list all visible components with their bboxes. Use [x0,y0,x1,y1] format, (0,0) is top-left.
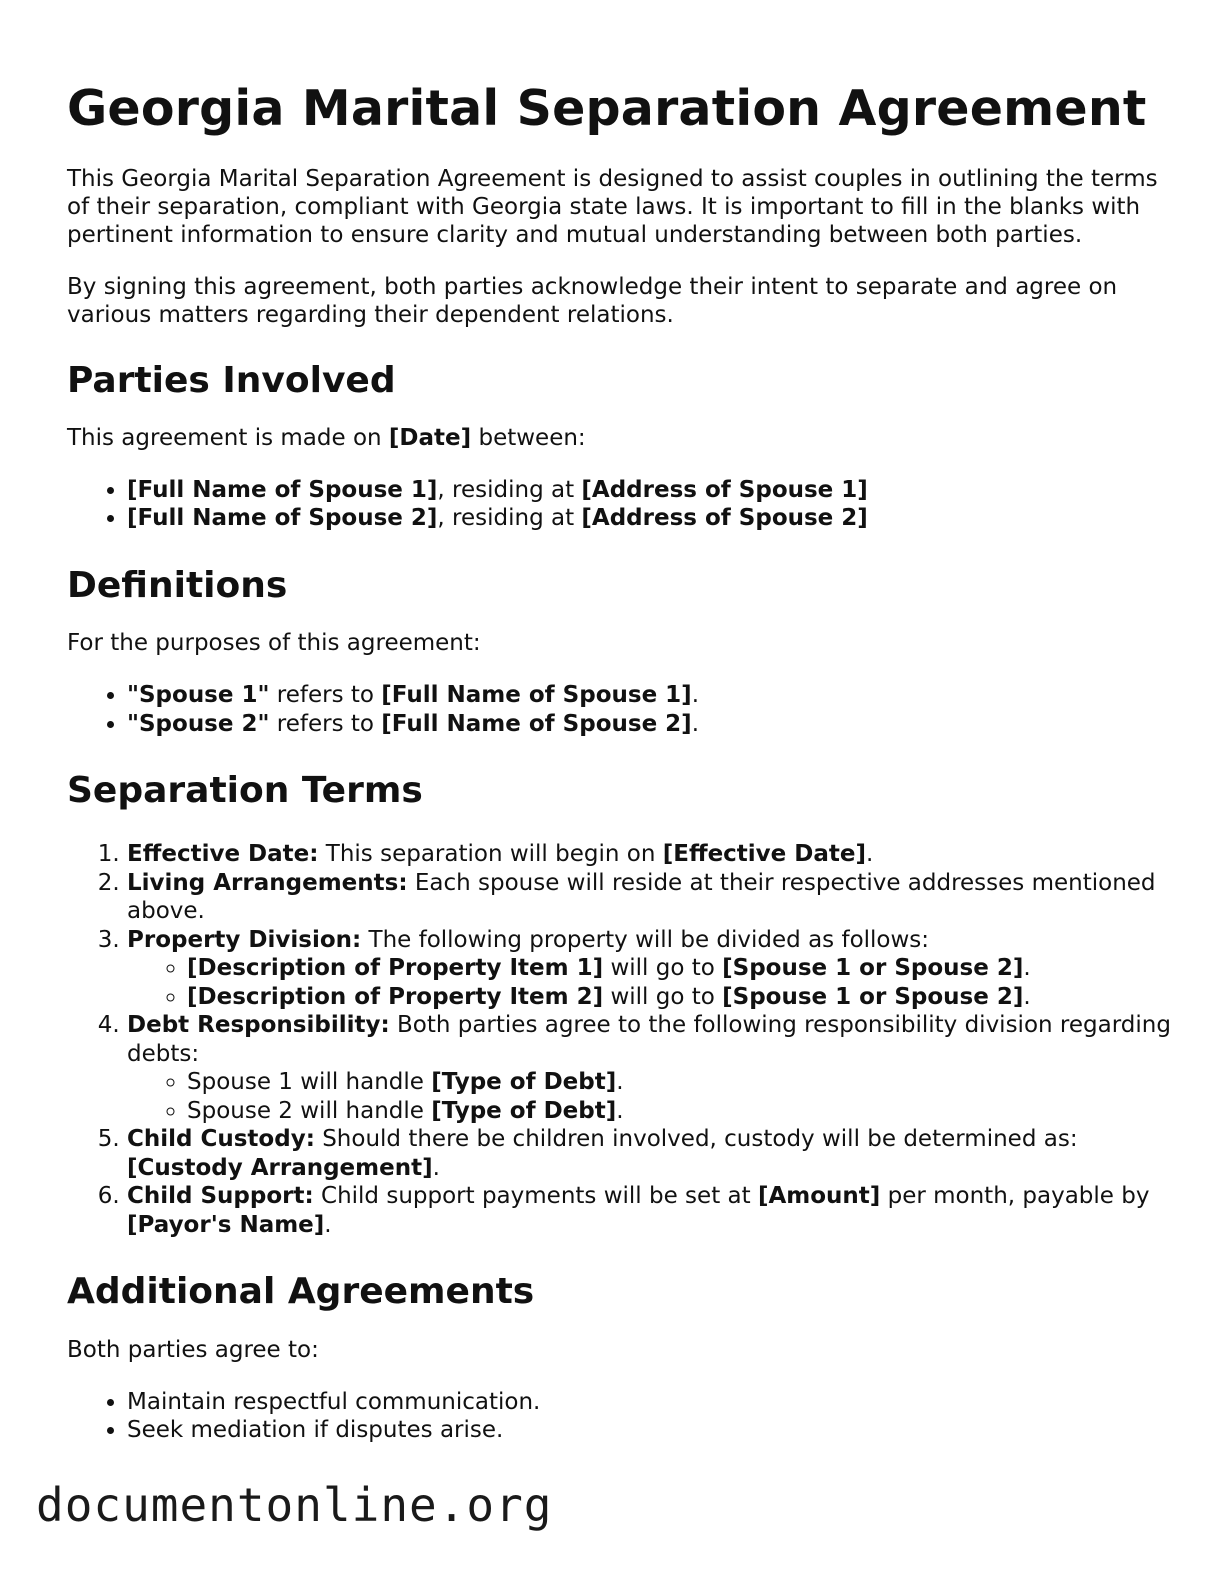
list-item: • "Spouse 2" refers to [Full Name of Spouse 2]. [127,710,1177,739]
parties-list [67,476,1177,533]
intro-paragraph: This Georgia Marital Separation Agreement is designed to assist couples in outlining the terms of their separation, compliant with Georgia state laws. It is important to fill in the blanks with pertinent information to ensure clarity and mutual understanding between both parties. [67,165,1158,248]
term-debt-responsibility: 4. Debt Responsibility: Both parties agree to the following responsibility division regarding debts: ◦ Spouse 1 will handle [Type of Debt]. ◦ Spouse 2 will handle [Type of Debt]. [127,1011,1177,1125]
list-item: ◦ [Description of Property Item 1] will go to [Spouse 1 or Spouse 2]. [187,954,1177,983]
section-heading-parties: Parties Involved [67,359,396,401]
additional-list [67,1388,1177,1445]
term-child-custody: 5. Child Custody: Should there be children involved, custody will be determined as: [Custody Arrangement]. [127,1125,1177,1182]
date-placeholder: [Date] [388,424,472,451]
list-item: • [Full Name of Spouse 1], residing at [Address of Spouse 1] [127,476,1177,505]
list-item: ◦ Spouse 2 will handle [Type of Debt]. [187,1097,1177,1126]
additional-lead: Both parties agree to: [67,1336,319,1363]
term-effective-date: 1. Effective Date: This separation will begin on [Effective Date]. [127,840,1177,869]
list-item: • "Spouse 1" refers to [Full Name of Spouse 1]. [127,681,1177,710]
section-heading-terms: Separation Terms [67,770,423,812]
definitions-lead: For the purposes of this agreement: [67,630,481,657]
watermark-text: documentonline.org [36,1478,553,1532]
list-item: • Seek mediation if disputes arise. [127,1416,1177,1445]
list-item: ◦ [Description of Property Item 2] will go to [Spouse 1 or Spouse 2]. [187,983,1177,1012]
document-title: Georgia Marital Separation Agreement [67,80,1147,137]
list-item: ◦ Spouse 1 will handle [Type of Debt]. [187,1068,1177,1097]
term-property-division: 3. Property Division: The following property will be divided as follows: ◦ [Description of Property Item 1] will go to [Spouse 1 or Spouse 2]. ◦ [Description of Property Item 2] will go to [Spouse 1 or Spouse 2]. [127,926,1177,1012]
list-item: • [Full Name of Spouse 2], residing at [Address of Spouse 2] [127,504,1177,533]
term-living-arrangements: 2. Living Arrangements: Each spouse will reside at their respective addresses mentioned above. [127,869,1177,926]
terms-list [67,840,1177,1239]
parties-lead: This agreement is made on [Date] between: [67,424,586,451]
acknowledgement-paragraph: By signing this agreement, both parties acknowledge their intent to separate and agree on various matters regarding their dependent relations. [67,273,1118,328]
list-item: • Maintain respectful communication. [127,1388,1177,1417]
section-heading-definitions: Definitions [67,564,288,606]
debt-sublist [127,1068,1177,1125]
section-heading-additional: Additional Agreements [67,1271,535,1313]
term-child-support: 6. Child Support: Child support payments will be set at [Amount] per month, payable by [Payor's Name]. [127,1182,1177,1239]
property-sublist [127,954,1177,1011]
document-page [67,80,1177,1476]
definitions-list [67,681,1177,738]
